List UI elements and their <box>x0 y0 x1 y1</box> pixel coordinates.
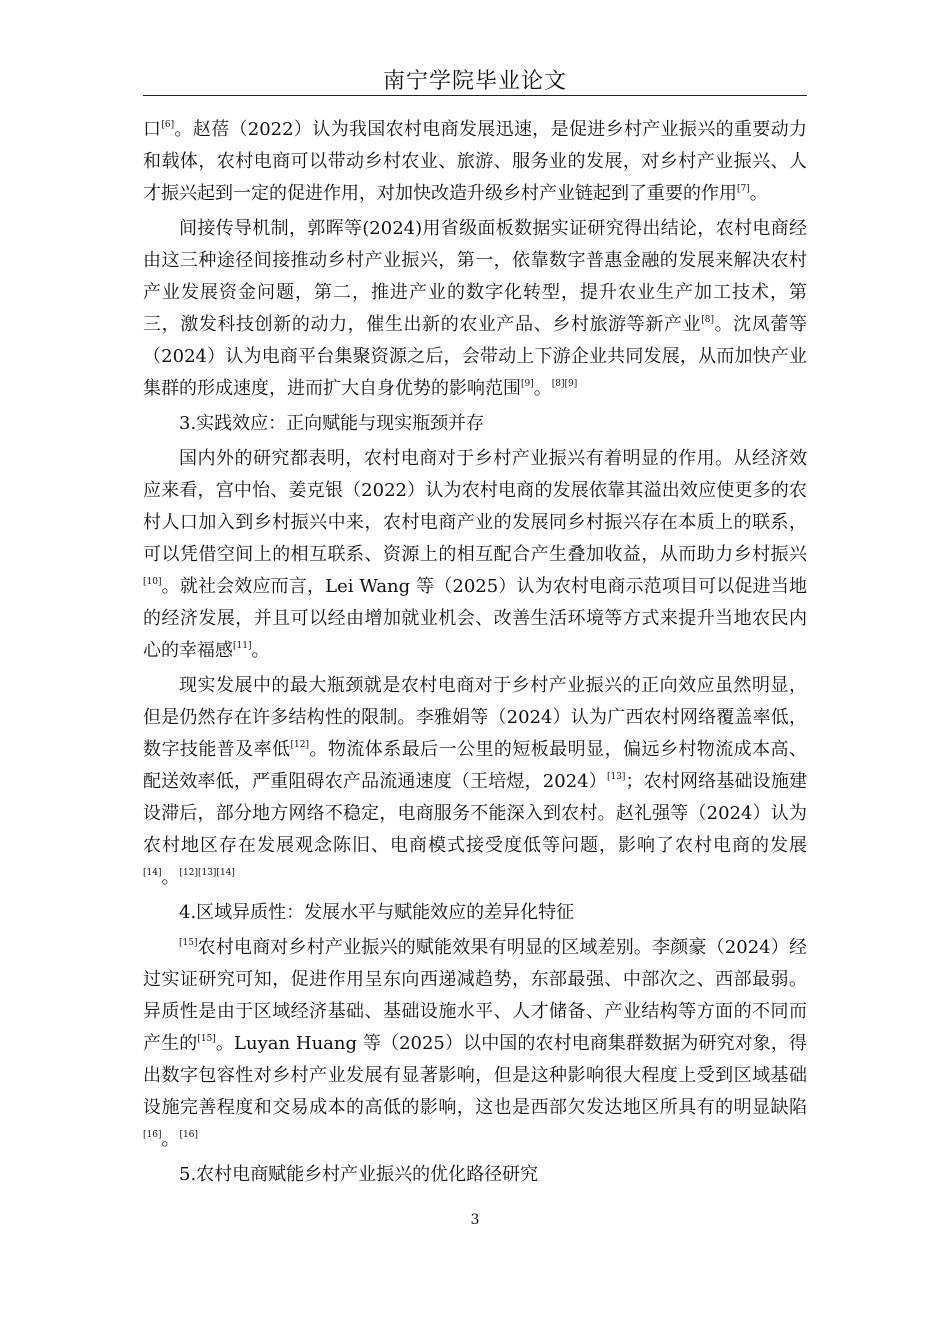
citation-marker: [6] <box>161 120 175 130</box>
paragraph-text: 。 <box>749 183 768 204</box>
body-paragraph <box>143 443 807 667</box>
paragraph-text: 。 <box>251 640 270 661</box>
citation-marker: [12][13][14] <box>179 868 235 878</box>
paragraph-text: 4.区域异质性：发展水平与赋能效应的差异化特征 <box>179 902 575 923</box>
citation-marker: [15] <box>197 1034 216 1044</box>
page-header-title: 南宁学院毕业论文 <box>382 69 567 94</box>
paragraph-text: 。就社会效应而言，Lei Wang 等（2025）认为农村电商示范项目可以促进当地的经济发展，并且可以经由增加就业机会、改善生活环境等方式来提升当地农民内心的幸福感 <box>143 576 807 661</box>
page-number: 3 <box>470 1212 480 1228</box>
paragraph-text: 。Luyan Huang 等（2025）以中国的农村电商集群数据为研究对象，得出数字包容性对乡村产业发展有显著影响，但是这种影响很大程度上受到区域基础设施完善程度和交易成本的高低的影响，这也是西部欠发达地区所具有的明显缺陷 <box>143 1033 807 1118</box>
citation-marker: [8] <box>701 315 714 325</box>
section-heading <box>143 1159 807 1191</box>
citation-marker: [15] <box>179 938 198 948</box>
paragraph-text: 。物流体系最后一公里的短板最明显，偏远乡村物流成本高、配送效率低，严重阻碍农产品流通速度（王培煜，2024） <box>143 739 807 792</box>
section-heading <box>143 897 807 929</box>
paragraph-text: 间接传导机制，郭晖等(2024)用省级面板数据实证研究得出结论，农村电商经由这三种途径间接推动乡村产业振兴，第一，依靠数字普惠金融的发展来解决农村产业发展资金问题，第二，推进产业的数字化转型，提升农业生产加工技术，第三，激发科技创新的动力，催生出新的农业产品、乡村旅游等新产业 <box>143 218 807 335</box>
body-paragraph <box>143 670 807 894</box>
header-rule <box>143 95 807 96</box>
citation-marker: [9] <box>521 379 534 389</box>
citation-marker: [13] <box>606 772 626 782</box>
paragraph-text: ；农村网络基础设施建设滞后，部分地方网络不稳定，电商服务不能深入到农村。赵礼强等（2024）认为农村地区存在发展观念陈旧、电商模式接受度低等问题，影响了农村电商的发展 <box>143 771 808 856</box>
citation-marker: [7] <box>737 184 750 194</box>
paragraph-text: 3.实践效应：正向赋能与现实瓶颈并存 <box>179 413 485 434</box>
body-paragraph <box>143 114 807 210</box>
paragraph-text: 口 <box>143 119 162 140</box>
body-paragraph <box>143 932 807 1156</box>
paragraph-text: 。 <box>161 867 180 888</box>
citation-marker: [11] <box>233 641 252 651</box>
body-paragraph <box>143 213 807 405</box>
paragraph-text: 5.农村电商赋能乡村产业振兴的优化路径研究 <box>179 1164 539 1185</box>
paragraph-text: 。沈凤蕾等（2024）认为电商平台集聚资源之后，会带动上下游企业共同发展，从而加快产业集群的形成速度，进而扩大自身优势的影响范围 <box>143 314 808 399</box>
paragraph-text: 。 <box>161 1129 180 1150</box>
citation-marker: [14] <box>143 868 162 878</box>
citation-marker: [16] <box>179 1130 198 1140</box>
paragraph-text: 农村电商对乡村产业振兴的赋能效果有明显的区域差别。李颜豪（2024）经过实证研究可知，促进作用呈东向西递减趋势，东部最强、中部次之、西部最弱。异质性是由于区域经济基础、基础设施水平、人才储备、产业结构等方面的不同而产生的 <box>143 937 807 1054</box>
citation-marker: [16] <box>143 1130 162 1140</box>
paragraph-text: 国内外的研究都表明，农村电商对于乡村产业振兴有着明显的作用。从经济效应来看，宫中怡、姜克银（2022）认为农村电商的发展依靠其溢出效应使更多的农村人口加入到乡村振兴中来，农村电商产业的发展同乡村振兴存在本质上的联系，可以凭借空间上的相互联系、资源上的相互配合产生叠加收益，从而助力乡村振兴 <box>143 448 807 565</box>
paragraph-text: 。 <box>533 378 552 399</box>
citation-marker: [8][9] <box>551 379 578 389</box>
document-body <box>143 114 807 1194</box>
paragraph-text: 现实发展中的最大瓶颈就是农村电商对于乡村产业振兴的正向效应虽然明显，但是仍然存在许多结构性的限制。李雅娟等（2024）认为广西农村网络覆盖率低，数字技能普及率低 <box>143 675 807 760</box>
citation-marker: [12] <box>290 740 310 750</box>
citation-marker: [10] <box>143 577 162 587</box>
section-heading <box>143 408 807 440</box>
paragraph-text: 。赵蓓（2022）认为我国农村电商发展迅速，是促进乡村产业振兴的重要动力和载体，农村电商可以带动乡村农业、旅游、服务业的发展，对乡村产业振兴、人才振兴起到一定的促进作用，对加快改造升级乡村产业链起到了重要的作用 <box>143 119 807 204</box>
